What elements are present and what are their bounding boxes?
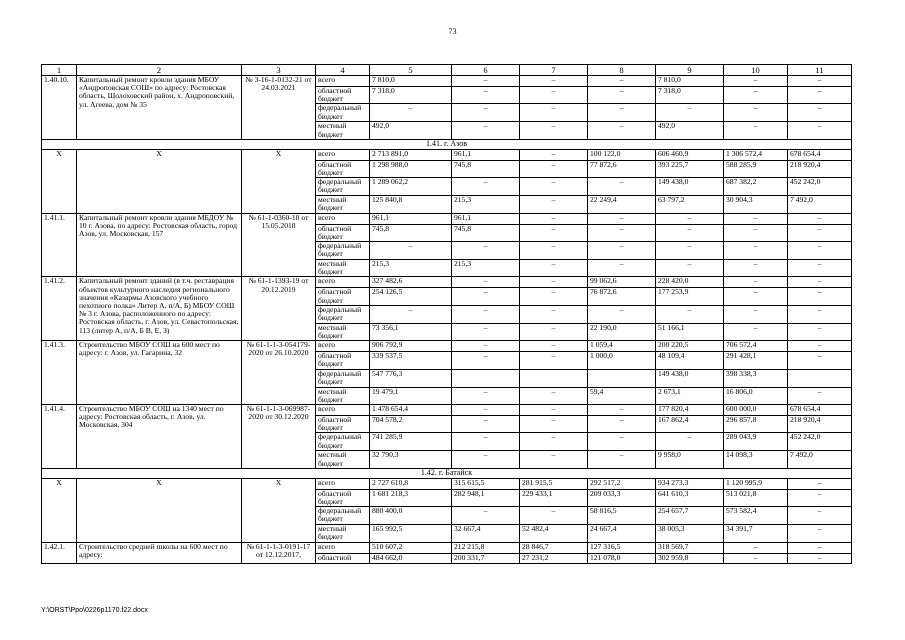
- value-cell: –: [520, 224, 588, 241]
- value-cell: –: [520, 76, 588, 87]
- value-cell: –: [452, 451, 520, 468]
- value-cell: 302 959,8: [656, 553, 724, 563]
- funding-source: областной бюджет: [316, 416, 370, 433]
- object-name: Капитальный ремонт зданий (в т.ч. реставрация объектов культурного наследия регионального значения «Казармы Азовского учебного пехотного полка» Литер А, п/А, Б) МБОУ СОШ № 3 г. Азова, расположенного по адресу: Ростовская область, г. Азов, ул. Севастопольская, 113 (литер А, п/А, Б В, Е, З): [77, 277, 242, 341]
- value-cell: –: [788, 525, 852, 542]
- value-cell: –: [452, 341, 520, 352]
- value-cell: 2 713 891,0: [370, 149, 452, 160]
- value-cell: –: [452, 104, 520, 122]
- value-cell: 77 872,6: [588, 160, 656, 177]
- value-cell: –: [588, 224, 656, 241]
- value-cell: –: [520, 507, 588, 525]
- row-number: Х: [42, 478, 77, 542]
- value-cell: –: [520, 341, 588, 352]
- value-cell: 52 482,4: [520, 525, 588, 542]
- value-cell: 741 285,9: [370, 433, 452, 451]
- value-cell: –: [788, 288, 852, 305]
- value-cell: –: [452, 405, 520, 416]
- value-cell: –: [656, 433, 724, 451]
- value-cell: –: [452, 288, 520, 305]
- value-cell: –: [588, 260, 656, 277]
- header-cell: 3: [242, 65, 316, 76]
- value-cell: 2 673,1: [656, 387, 724, 404]
- value-cell: –: [588, 87, 656, 104]
- table-row: [42, 76, 852, 87]
- value-cell: –: [520, 213, 588, 224]
- value-cell: 7 810,0: [370, 76, 452, 87]
- value-cell: –: [788, 387, 852, 404]
- value-cell: –: [588, 416, 656, 433]
- funding-source: областной бюджет: [316, 160, 370, 177]
- value-cell: –: [588, 178, 656, 196]
- value-cell: 961,1: [452, 149, 520, 160]
- value-cell: –: [452, 178, 520, 196]
- value-cell: –: [520, 160, 588, 177]
- value-cell: –: [520, 451, 588, 468]
- header-cell: 6: [452, 65, 520, 76]
- value-cell: 7 810,0: [656, 76, 724, 87]
- value-cell: –: [452, 122, 520, 139]
- funding-source: местный бюджет: [316, 451, 370, 468]
- funding-source: всего: [316, 213, 370, 224]
- value-cell: 59,4: [588, 387, 656, 404]
- value-cell: 452 242,0: [788, 178, 852, 196]
- value-cell: 880 400,0: [370, 507, 452, 525]
- funding-source: всего: [316, 405, 370, 416]
- header-cell: 2: [77, 65, 242, 76]
- funding-source: местный бюджет: [316, 260, 370, 277]
- value-cell: 209 033,3: [588, 489, 656, 506]
- value-cell: –: [724, 242, 788, 260]
- value-cell: –: [452, 242, 520, 260]
- value-cell: –: [520, 242, 588, 260]
- value-cell: 14 098,3: [724, 451, 788, 468]
- value-cell: –: [788, 224, 852, 241]
- value-cell: 7 318,0: [370, 87, 452, 104]
- value-cell: 215,3: [452, 260, 520, 277]
- row-number: 1.41.1.: [42, 213, 77, 277]
- value-cell: 678 654,4: [788, 405, 852, 416]
- funding-source: федеральный бюджет: [316, 305, 370, 323]
- value-cell: 32 790,3: [370, 451, 452, 468]
- funding-source: всего: [316, 277, 370, 288]
- section-title: 1.41. г. Азов: [42, 139, 852, 149]
- value-cell: 1 478 654,4: [370, 405, 452, 416]
- header-cell: 8: [588, 65, 656, 76]
- header-cell: 11: [788, 65, 852, 76]
- value-cell: –: [588, 451, 656, 468]
- value-cell: 125 840,8: [370, 196, 452, 213]
- value-cell: –: [788, 553, 852, 563]
- value-cell: 678 654,4: [788, 149, 852, 160]
- value-cell: 327 482,6: [370, 277, 452, 288]
- value-cell: –: [370, 242, 452, 260]
- value-cell: 149 438,0: [656, 369, 724, 387]
- value-cell: –: [724, 553, 788, 563]
- value-cell: 510 607,2: [370, 542, 452, 553]
- row-number: 1.41.4.: [42, 405, 77, 469]
- value-cell: 121 078,0: [588, 553, 656, 563]
- value-cell: –: [520, 104, 588, 122]
- funding-source: всего: [316, 341, 370, 352]
- value-cell: 1 059,4: [588, 341, 656, 352]
- value-cell: –: [452, 416, 520, 433]
- value-cell: –: [656, 260, 724, 277]
- value-cell: –: [452, 433, 520, 451]
- value-cell: 296 857,8: [724, 416, 788, 433]
- value-cell: –: [452, 305, 520, 323]
- value-cell: 254 126,5: [370, 288, 452, 305]
- header-cell: 5: [370, 65, 452, 76]
- header-cell: 1: [42, 65, 77, 76]
- value-cell: 318 569,7: [656, 542, 724, 553]
- value-cell: –: [788, 122, 852, 139]
- funding-source: местный бюджет: [316, 196, 370, 213]
- value-cell: 606 460,9: [656, 149, 724, 160]
- value-cell: 167 862,4: [656, 416, 724, 433]
- table-row: [42, 542, 852, 553]
- value-cell: 513 021,8: [724, 489, 788, 506]
- funding-source: федеральный бюджет: [316, 369, 370, 387]
- value-cell: 393 225,7: [656, 160, 724, 177]
- value-cell: 215,3: [452, 196, 520, 213]
- document-ref: Х: [242, 149, 316, 213]
- value-cell: 228 420,0: [656, 277, 724, 288]
- value-cell: –: [724, 277, 788, 288]
- value-cell: –: [788, 87, 852, 104]
- row-number: 1.40.10.: [42, 76, 77, 140]
- value-cell: –: [520, 305, 588, 323]
- value-cell: 1 289 062,2: [370, 178, 452, 196]
- object-name: Капитальный ремонт кровли здания МБДОУ № 10 г. Азова, по адресу: Ростовская область, город Азов, ул. Московская, 157: [77, 213, 242, 277]
- value-cell: –: [788, 478, 852, 489]
- value-cell: 16 806,0: [724, 387, 788, 404]
- funding-source: местный бюджет: [316, 122, 370, 139]
- value-cell: 28 846,7: [520, 542, 588, 553]
- value-cell: –: [520, 323, 588, 340]
- value-cell: –: [788, 542, 852, 553]
- funding-source: федеральный бюджет: [316, 178, 370, 196]
- value-cell: –: [788, 507, 852, 525]
- value-cell: 7 318,0: [656, 87, 724, 104]
- funding-source: местный бюджет: [316, 387, 370, 404]
- value-cell: 588 285,9: [724, 160, 788, 177]
- value-cell: –: [788, 489, 852, 506]
- value-cell: 200 220,5: [656, 341, 724, 352]
- value-cell: –: [520, 416, 588, 433]
- funding-source: федеральный бюджет: [316, 242, 370, 260]
- value-cell: –: [788, 260, 852, 277]
- funding-source: областной бюджет: [316, 352, 370, 369]
- value-cell: 22 190,0: [588, 323, 656, 340]
- value-cell: –: [588, 433, 656, 451]
- value-cell: –: [520, 288, 588, 305]
- value-cell: 961,1: [370, 213, 452, 224]
- value-cell: 934 273,3: [656, 478, 724, 489]
- value-cell: 212 215,8: [452, 542, 520, 553]
- value-cell: 1 000,0: [588, 352, 656, 369]
- value-cell: –: [656, 104, 724, 122]
- value-cell: 165 992,5: [370, 525, 452, 542]
- value-cell: 7 492,0: [788, 196, 852, 213]
- value-cell: 127 316,5: [588, 542, 656, 553]
- object-name: Строительство средней школы на 600 мест по адресу:: [77, 542, 242, 563]
- value-cell: –: [724, 213, 788, 224]
- value-cell: 100 122,0: [588, 149, 656, 160]
- value-cell: 177 820,4: [656, 405, 724, 416]
- value-cell: –: [452, 352, 520, 369]
- value-cell: –: [520, 352, 588, 369]
- row-number: Х: [42, 149, 77, 213]
- value-cell: 281 915,5: [520, 478, 588, 489]
- value-cell: 48 109,4: [656, 352, 724, 369]
- value-cell: 254 657,7: [656, 507, 724, 525]
- row-number: 1.42.1.: [42, 542, 77, 563]
- value-cell: –: [788, 341, 852, 352]
- value-cell: 961,1: [452, 213, 520, 224]
- value-cell: 32 667,4: [452, 525, 520, 542]
- value-cell: 51 166,1: [656, 323, 724, 340]
- value-cell: 63 797,2: [656, 196, 724, 213]
- value-cell: –: [452, 507, 520, 525]
- value-cell: –: [588, 104, 656, 122]
- value-cell: 200 331,7: [452, 553, 520, 563]
- value-cell: –: [588, 242, 656, 260]
- funding-source: федеральный бюджет: [316, 104, 370, 122]
- header-cell: 10: [724, 65, 788, 76]
- value-cell: –: [452, 277, 520, 288]
- value-cell: –: [724, 542, 788, 553]
- document-ref: № 61-1-1-3-054179-2020 от 26.10.2020: [242, 341, 316, 405]
- value-cell: –: [724, 323, 788, 340]
- header-cell: 9: [656, 65, 724, 76]
- table-body: [42, 65, 852, 564]
- funding-source: областной: [316, 553, 370, 563]
- value-cell: –: [788, 352, 852, 369]
- section-title: 1.42. г. Батайск: [42, 468, 852, 478]
- value-cell: 7 492,0: [788, 451, 852, 468]
- table-row: [42, 149, 852, 160]
- value-cell: –: [370, 305, 452, 323]
- value-cell: 229 433,1: [520, 489, 588, 506]
- value-cell: –: [588, 305, 656, 323]
- value-cell: –: [588, 76, 656, 87]
- value-cell: –: [520, 149, 588, 160]
- value-cell: 76 872,6: [588, 288, 656, 305]
- object-name: Х: [77, 149, 242, 213]
- document-ref: № 3-16-1-0132-21 от 24.03.2021: [242, 76, 316, 140]
- object-name: Строительство МБОУ СОШ на 600 мест по адресу: г. Азов, ул. Гагарина, 32: [77, 341, 242, 405]
- value-cell: 177 253,9: [656, 288, 724, 305]
- value-cell: 600 000,0: [724, 405, 788, 416]
- value-cell: –: [520, 260, 588, 277]
- value-cell: 291 428,1: [724, 352, 788, 369]
- value-cell: 398 338,3: [724, 369, 788, 387]
- document-ref: № 61-1-1-3-0191-17 от 12.12.2017,: [242, 542, 316, 563]
- table-row: [42, 277, 852, 288]
- funding-source: федеральный бюджет: [316, 433, 370, 451]
- value-cell: –: [656, 213, 724, 224]
- value-cell: –: [588, 122, 656, 139]
- value-cell: 704 578,2: [370, 416, 452, 433]
- value-cell: 492,0: [656, 122, 724, 139]
- funding-source: местный бюджет: [316, 323, 370, 340]
- object-name: Капитальный ремонт кровли здания МБОУ «Андроповская СОШ» по адресу: Ростовская область, Шолоховский район, х. Андроповский, ул. Агеева, дом № 35: [77, 76, 242, 140]
- value-cell: –: [788, 242, 852, 260]
- budget-table: [41, 64, 852, 564]
- value-cell: 745,8: [452, 160, 520, 177]
- value-cell: 1 298 988,0: [370, 160, 452, 177]
- section-row: [42, 468, 852, 478]
- value-cell: 706 572,4: [724, 341, 788, 352]
- header-cell: 4: [316, 65, 370, 76]
- value-cell: 292 517,2: [588, 478, 656, 489]
- value-cell: 99 062,6: [588, 277, 656, 288]
- value-cell: –: [520, 122, 588, 139]
- value-cell: –: [724, 76, 788, 87]
- value-cell: 218 920,4: [788, 416, 852, 433]
- value-cell: [520, 369, 588, 387]
- value-cell: –: [588, 405, 656, 416]
- value-cell: –: [520, 178, 588, 196]
- funding-source: местный бюджет: [316, 525, 370, 542]
- value-cell: –: [520, 87, 588, 104]
- value-cell: –: [788, 305, 852, 323]
- value-cell: –: [520, 433, 588, 451]
- value-cell: 687 382,2: [724, 178, 788, 196]
- value-cell: 484 662,0: [370, 553, 452, 563]
- value-cell: 22 249,4: [588, 196, 656, 213]
- document-ref: № 61-1-1393-19 от 20.12.2019: [242, 277, 316, 341]
- value-cell: 1 306 572,4: [724, 149, 788, 160]
- value-cell: 24 667,4: [588, 525, 656, 542]
- value-cell: 315 615,5: [452, 478, 520, 489]
- value-cell: 282 948,1: [452, 489, 520, 506]
- value-cell: –: [788, 277, 852, 288]
- value-cell: 38 005,3: [656, 525, 724, 542]
- value-cell: 30 904,3: [724, 196, 788, 213]
- value-cell: –: [656, 242, 724, 260]
- funding-source: всего: [316, 149, 370, 160]
- value-cell: 218 920,4: [788, 160, 852, 177]
- value-cell: 339 537,5: [370, 352, 452, 369]
- value-cell: –: [788, 76, 852, 87]
- value-cell: –: [788, 323, 852, 340]
- value-cell: 492,0: [370, 122, 452, 139]
- value-cell: –: [724, 224, 788, 241]
- value-cell: 19 479,1: [370, 387, 452, 404]
- header-row: [42, 65, 852, 76]
- file-path-footer: Y:\ORST\Ppo\0226p1170.f22.docx: [41, 607, 148, 614]
- funding-source: всего: [316, 76, 370, 87]
- value-cell: 1 681 218,3: [370, 489, 452, 506]
- value-cell: –: [724, 122, 788, 139]
- section-row: [42, 139, 852, 149]
- document-ref: № 61-1-0360-18 от 15.05.2018: [242, 213, 316, 277]
- value-cell: –: [656, 224, 724, 241]
- value-cell: –: [724, 104, 788, 122]
- value-cell: 452 242,0: [788, 433, 852, 451]
- value-cell: –: [788, 104, 852, 122]
- funding-source: областной бюджет: [316, 87, 370, 104]
- funding-source: всего: [316, 542, 370, 553]
- page-number: 73: [448, 27, 457, 36]
- funding-source: федеральный бюджет: [316, 507, 370, 525]
- value-cell: –: [724, 87, 788, 104]
- value-cell: –: [520, 196, 588, 213]
- value-cell: 1 120 995,9: [724, 478, 788, 489]
- value-cell: 27 231,2: [520, 553, 588, 563]
- value-cell: 149 438,0: [656, 178, 724, 196]
- value-cell: –: [656, 305, 724, 323]
- value-cell: –: [520, 277, 588, 288]
- value-cell: 547 776,3: [370, 369, 452, 387]
- value-cell: –: [520, 387, 588, 404]
- object-name: Строительство МБОУ СОШ на 1340 мест по адресу: Ростовская область, г. Азов, ул. Московская, 304: [77, 405, 242, 469]
- value-cell: [788, 369, 852, 387]
- value-cell: 745,8: [452, 224, 520, 241]
- table-row: [42, 341, 852, 352]
- value-cell: –: [520, 405, 588, 416]
- value-cell: 745,8: [370, 224, 452, 241]
- value-cell: 906 792,9: [370, 341, 452, 352]
- header-cell: 7: [520, 65, 588, 76]
- value-cell: 9 958,0: [656, 451, 724, 468]
- value-cell: [452, 369, 520, 387]
- value-cell: –: [724, 305, 788, 323]
- table-row: [42, 478, 852, 489]
- funding-source: областной бюджет: [316, 224, 370, 241]
- row-number: 1.41.3.: [42, 341, 77, 405]
- value-cell: 2 727 610,8: [370, 478, 452, 489]
- value-cell: –: [452, 76, 520, 87]
- object-name: Х: [77, 478, 242, 542]
- value-cell: 34 391,7: [724, 525, 788, 542]
- funding-source: областной бюджет: [316, 288, 370, 305]
- value-cell: –: [370, 104, 452, 122]
- document-ref: Х: [242, 478, 316, 542]
- value-cell: –: [452, 387, 520, 404]
- table-row: [42, 405, 852, 416]
- value-cell: 641 610,3: [656, 489, 724, 506]
- value-cell: 73 356,1: [370, 323, 452, 340]
- value-cell: [588, 369, 656, 387]
- value-cell: –: [588, 213, 656, 224]
- funding-source: областной бюджет: [316, 489, 370, 506]
- document-ref: № 61-1-1-3-069987-2020 от 30.12.2020: [242, 405, 316, 469]
- value-cell: –: [724, 260, 788, 277]
- value-cell: 573 582,4: [724, 507, 788, 525]
- row-number: 1.41.2.: [42, 277, 77, 341]
- value-cell: –: [452, 87, 520, 104]
- value-cell: –: [724, 288, 788, 305]
- value-cell: 215,3: [370, 260, 452, 277]
- value-cell: –: [452, 323, 520, 340]
- value-cell: –: [788, 213, 852, 224]
- value-cell: 58 816,5: [588, 507, 656, 525]
- funding-source: всего: [316, 478, 370, 489]
- table-row: [42, 213, 852, 224]
- value-cell: 289 043,9: [724, 433, 788, 451]
